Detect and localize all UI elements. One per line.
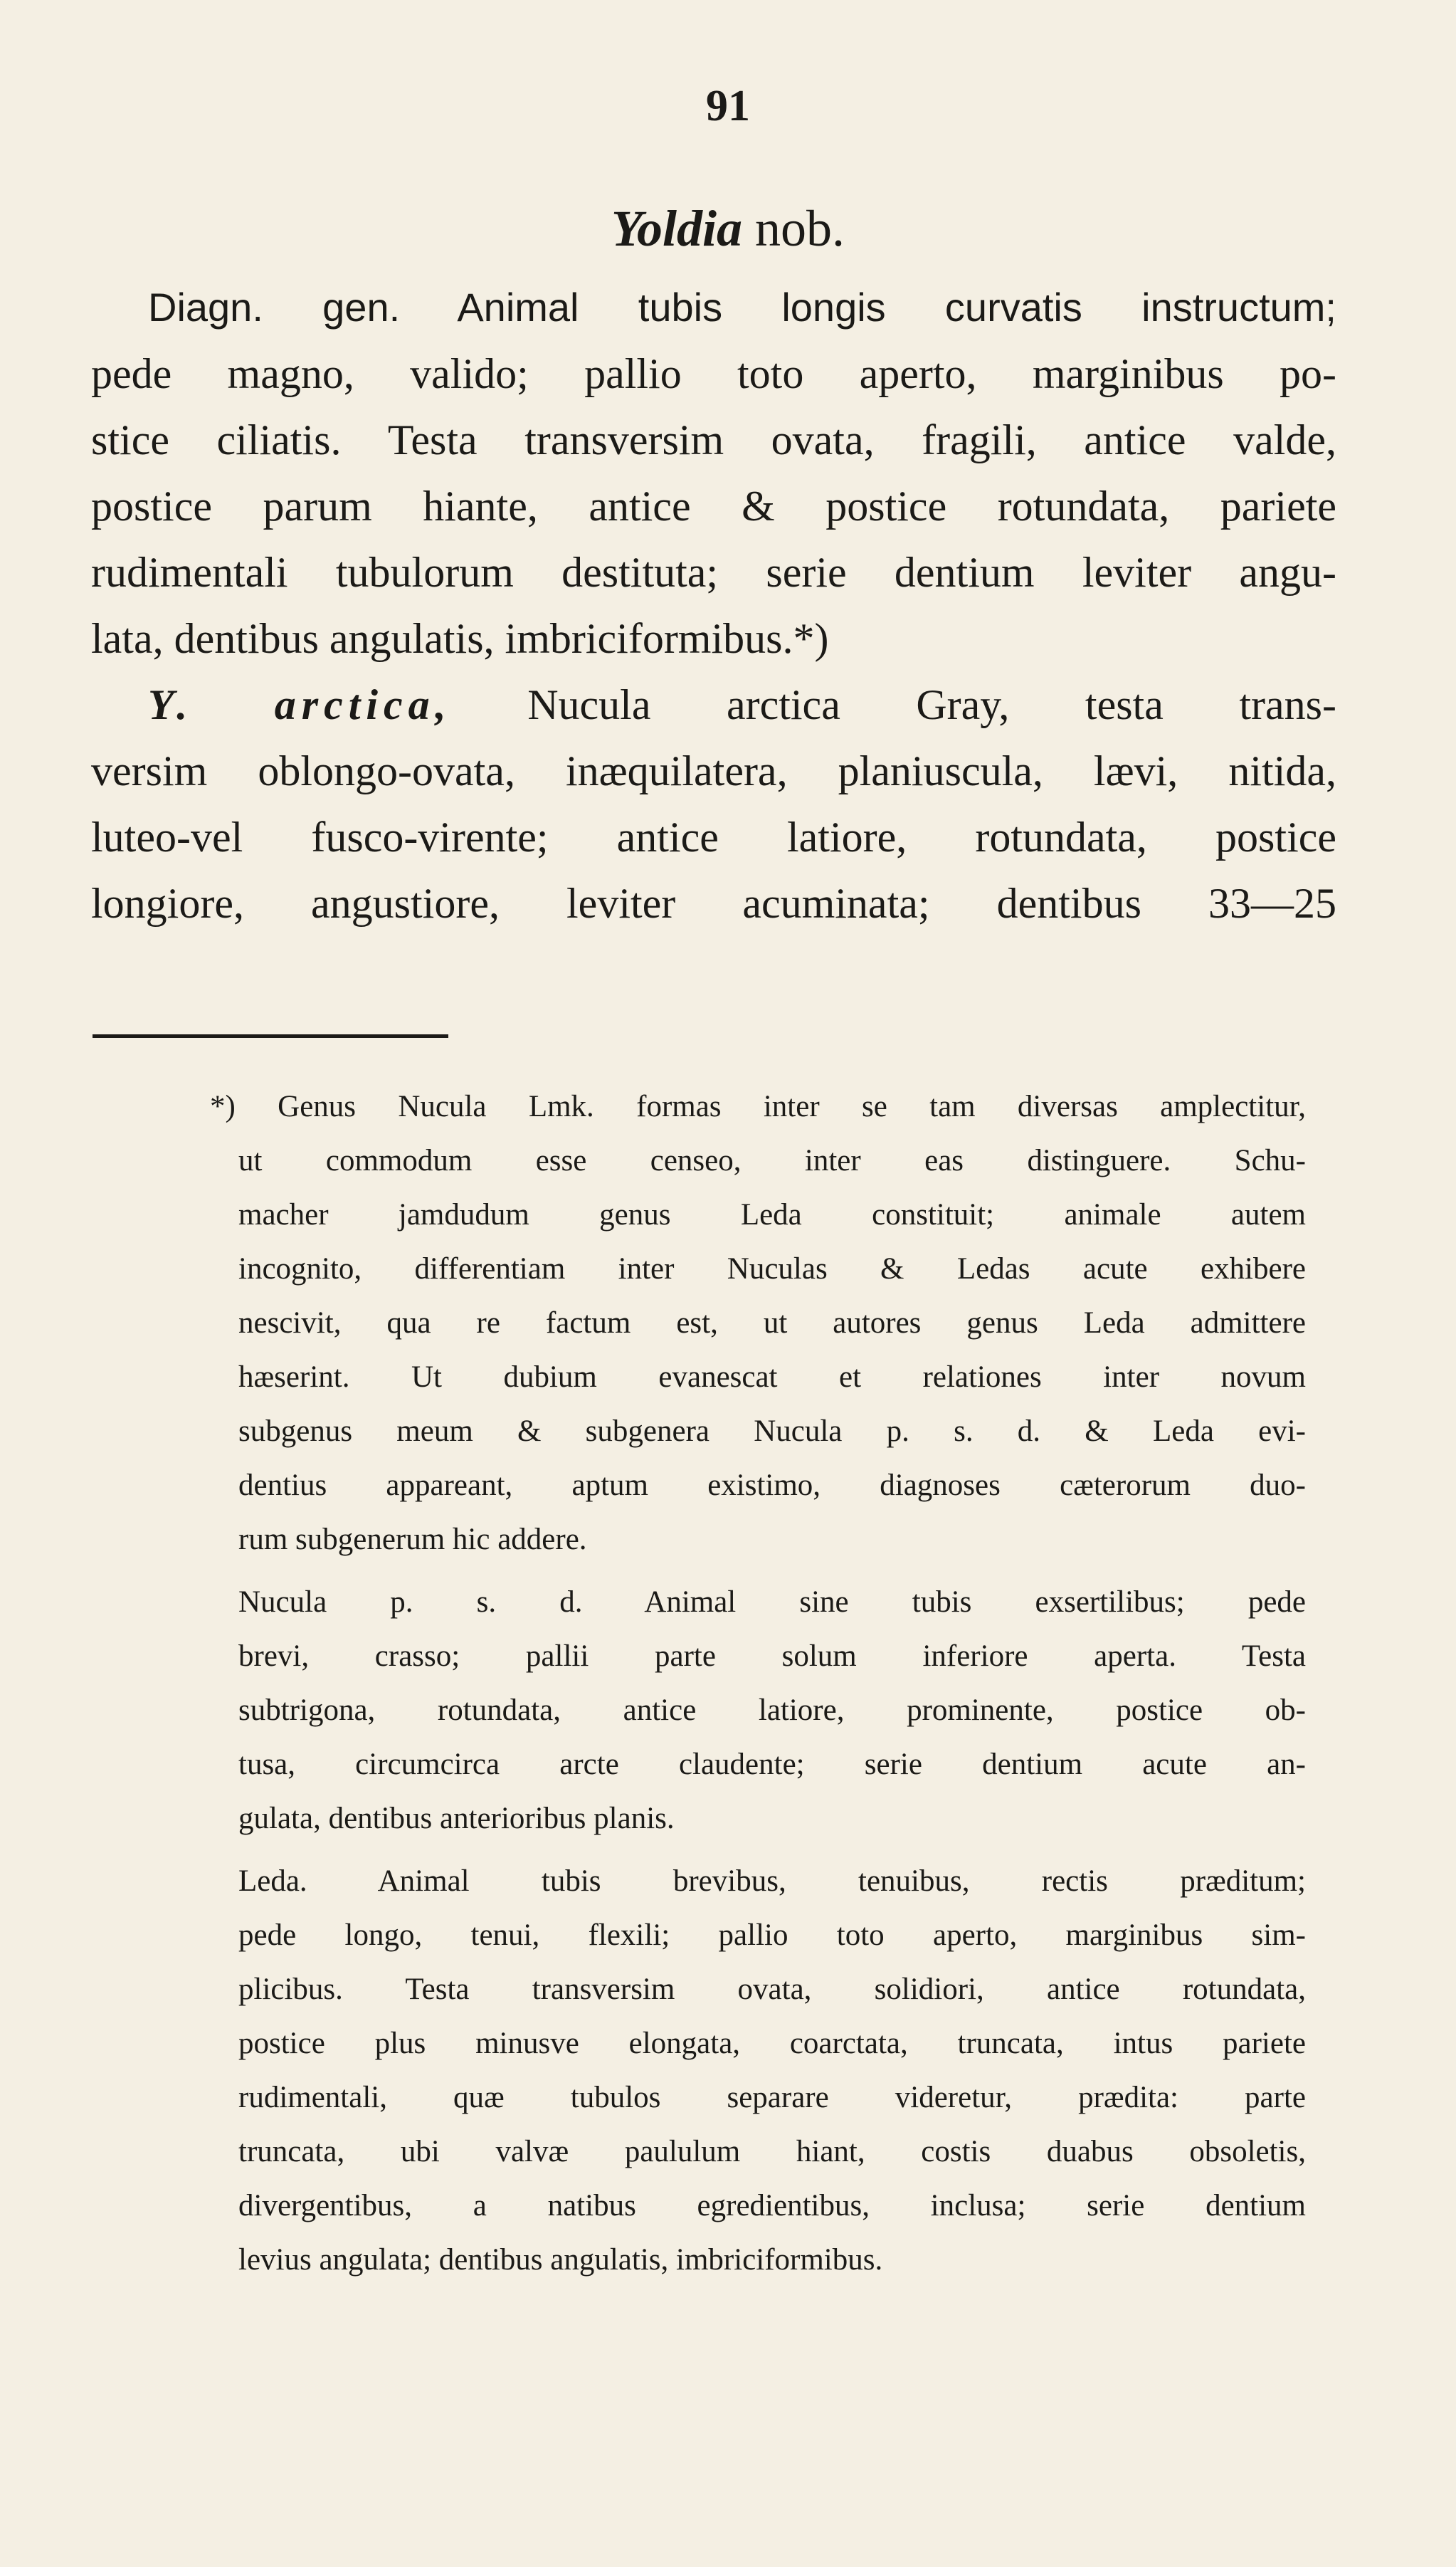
footnote-line: postice plus minusve elongata, coarctata, truncata, intus pariete (238, 2027, 1306, 2060)
main-line: stice ciliatis. Testa transversim ovata, fragili, antice valde, (91, 416, 1336, 463)
genus-title (0, 200, 1456, 257)
footnote-line: divergentibus, a natibus egredientibus, inclusa; serie dentium (238, 2189, 1306, 2222)
footnote-line: tusa, circumcirca arcte claudente; serie dentium acute an- (238, 1748, 1306, 1781)
footnote-line: Nucula p. s. d. Animal sine tubis exsertilibus; pede (238, 1585, 1306, 1619)
main-line: Diagn. gen. Animal tubis longis curvatis instructum; (148, 285, 1336, 330)
footnote-line: nescivit, qua re factum est, ut autores genus Leda admittere (238, 1306, 1306, 1340)
footnote-line: gulata, dentibus anterioribus planis. (238, 1802, 675, 1835)
footnote-line: subtrigona, rotundata, antice latiore, prominente, postice ob- (238, 1694, 1306, 1727)
footnote-line: rum subgenerum hic addere. (238, 1523, 587, 1556)
footnote-line: pede longo, tenui, flexili; pallio toto aperto, marginibus sim- (238, 1918, 1306, 1952)
footnote-separator (93, 1034, 448, 1038)
footnote-line: macher jamdudum genus Leda constituit; animale autem (238, 1198, 1306, 1232)
footnote-line: brevi, crasso; pallii parte solum inferiore aperta. Testa (238, 1639, 1306, 1673)
footnote-line: ut commodum esse censeo, inter eas distinguere. Schu- (238, 1144, 1306, 1177)
footnote-paragraph (210, 1086, 1306, 1573)
main-text (91, 279, 1336, 941)
footnote-paragraph (238, 1860, 1306, 2293)
species-line (91, 676, 1336, 742)
main-line: pede magno, valido; pallio toto aperto, marginibus po- (91, 350, 1336, 397)
footnote-line: plicibus. Testa transversim ovata, solidiori, antice rotundata, (238, 1973, 1306, 2006)
main-line: versim oblongo-ovata, inæquilatera, planiuscula, lævi, nitida, (91, 747, 1336, 794)
footnote-line: incognito, differentiam inter Nuculas & Ledas acute exhibere (238, 1252, 1306, 1286)
footnote-line: dentius appareant, aptum existimo, diagnoses cæterorum duo- (238, 1469, 1306, 1502)
main-line: longiore, angustiore, leviter acuminata; dentibus 33—25 (91, 880, 1336, 927)
species-name: Y. arctica, (148, 681, 452, 728)
footnote-line: truncata, ubi valvæ paululum hiant, costis duabus obsoletis, (238, 2135, 1306, 2168)
main-line: lata, dentibus angulatis, imbriciformibus.*) (91, 615, 829, 662)
genus-author: nob. (755, 200, 845, 257)
footnote-line: subgenus meum & subgenera Nucula p. s. d. & Leda evi- (238, 1414, 1306, 1448)
footnote-line: Leda. Animal tubis brevibus, tenuibus, rectis præditum; (238, 1864, 1306, 1898)
page-number: 91 (706, 82, 750, 130)
main-line: luteo-vel fusco-virente; antice latiore, rotundata, postice (91, 814, 1336, 861)
footnote-paragraph (238, 1581, 1306, 1852)
main-line: postice parum hiante, antice & postice rotundata, pariete (91, 483, 1336, 530)
species-description: Nucula arctica Gray, testa trans- (451, 681, 1336, 728)
footnote-line: hæserint. Ut dubium evanescat et relationes inter novum (238, 1360, 1306, 1394)
footnote (210, 1086, 1306, 2301)
footnote-line: rudimentali, quæ tubulos separare videretur, prædita: parte (238, 2081, 1306, 2114)
footnote-line: *) Genus Nucula Lmk. formas inter se tam diversas amplectitur, (210, 1090, 1306, 1123)
main-line: rudimentali tubulorum destituta; serie dentium leviter angu- (91, 549, 1336, 596)
genus-name: Yoldia (611, 200, 742, 257)
footnote-line: levius angulata; dentibus angulatis, imbriciformibus. (238, 2243, 883, 2277)
